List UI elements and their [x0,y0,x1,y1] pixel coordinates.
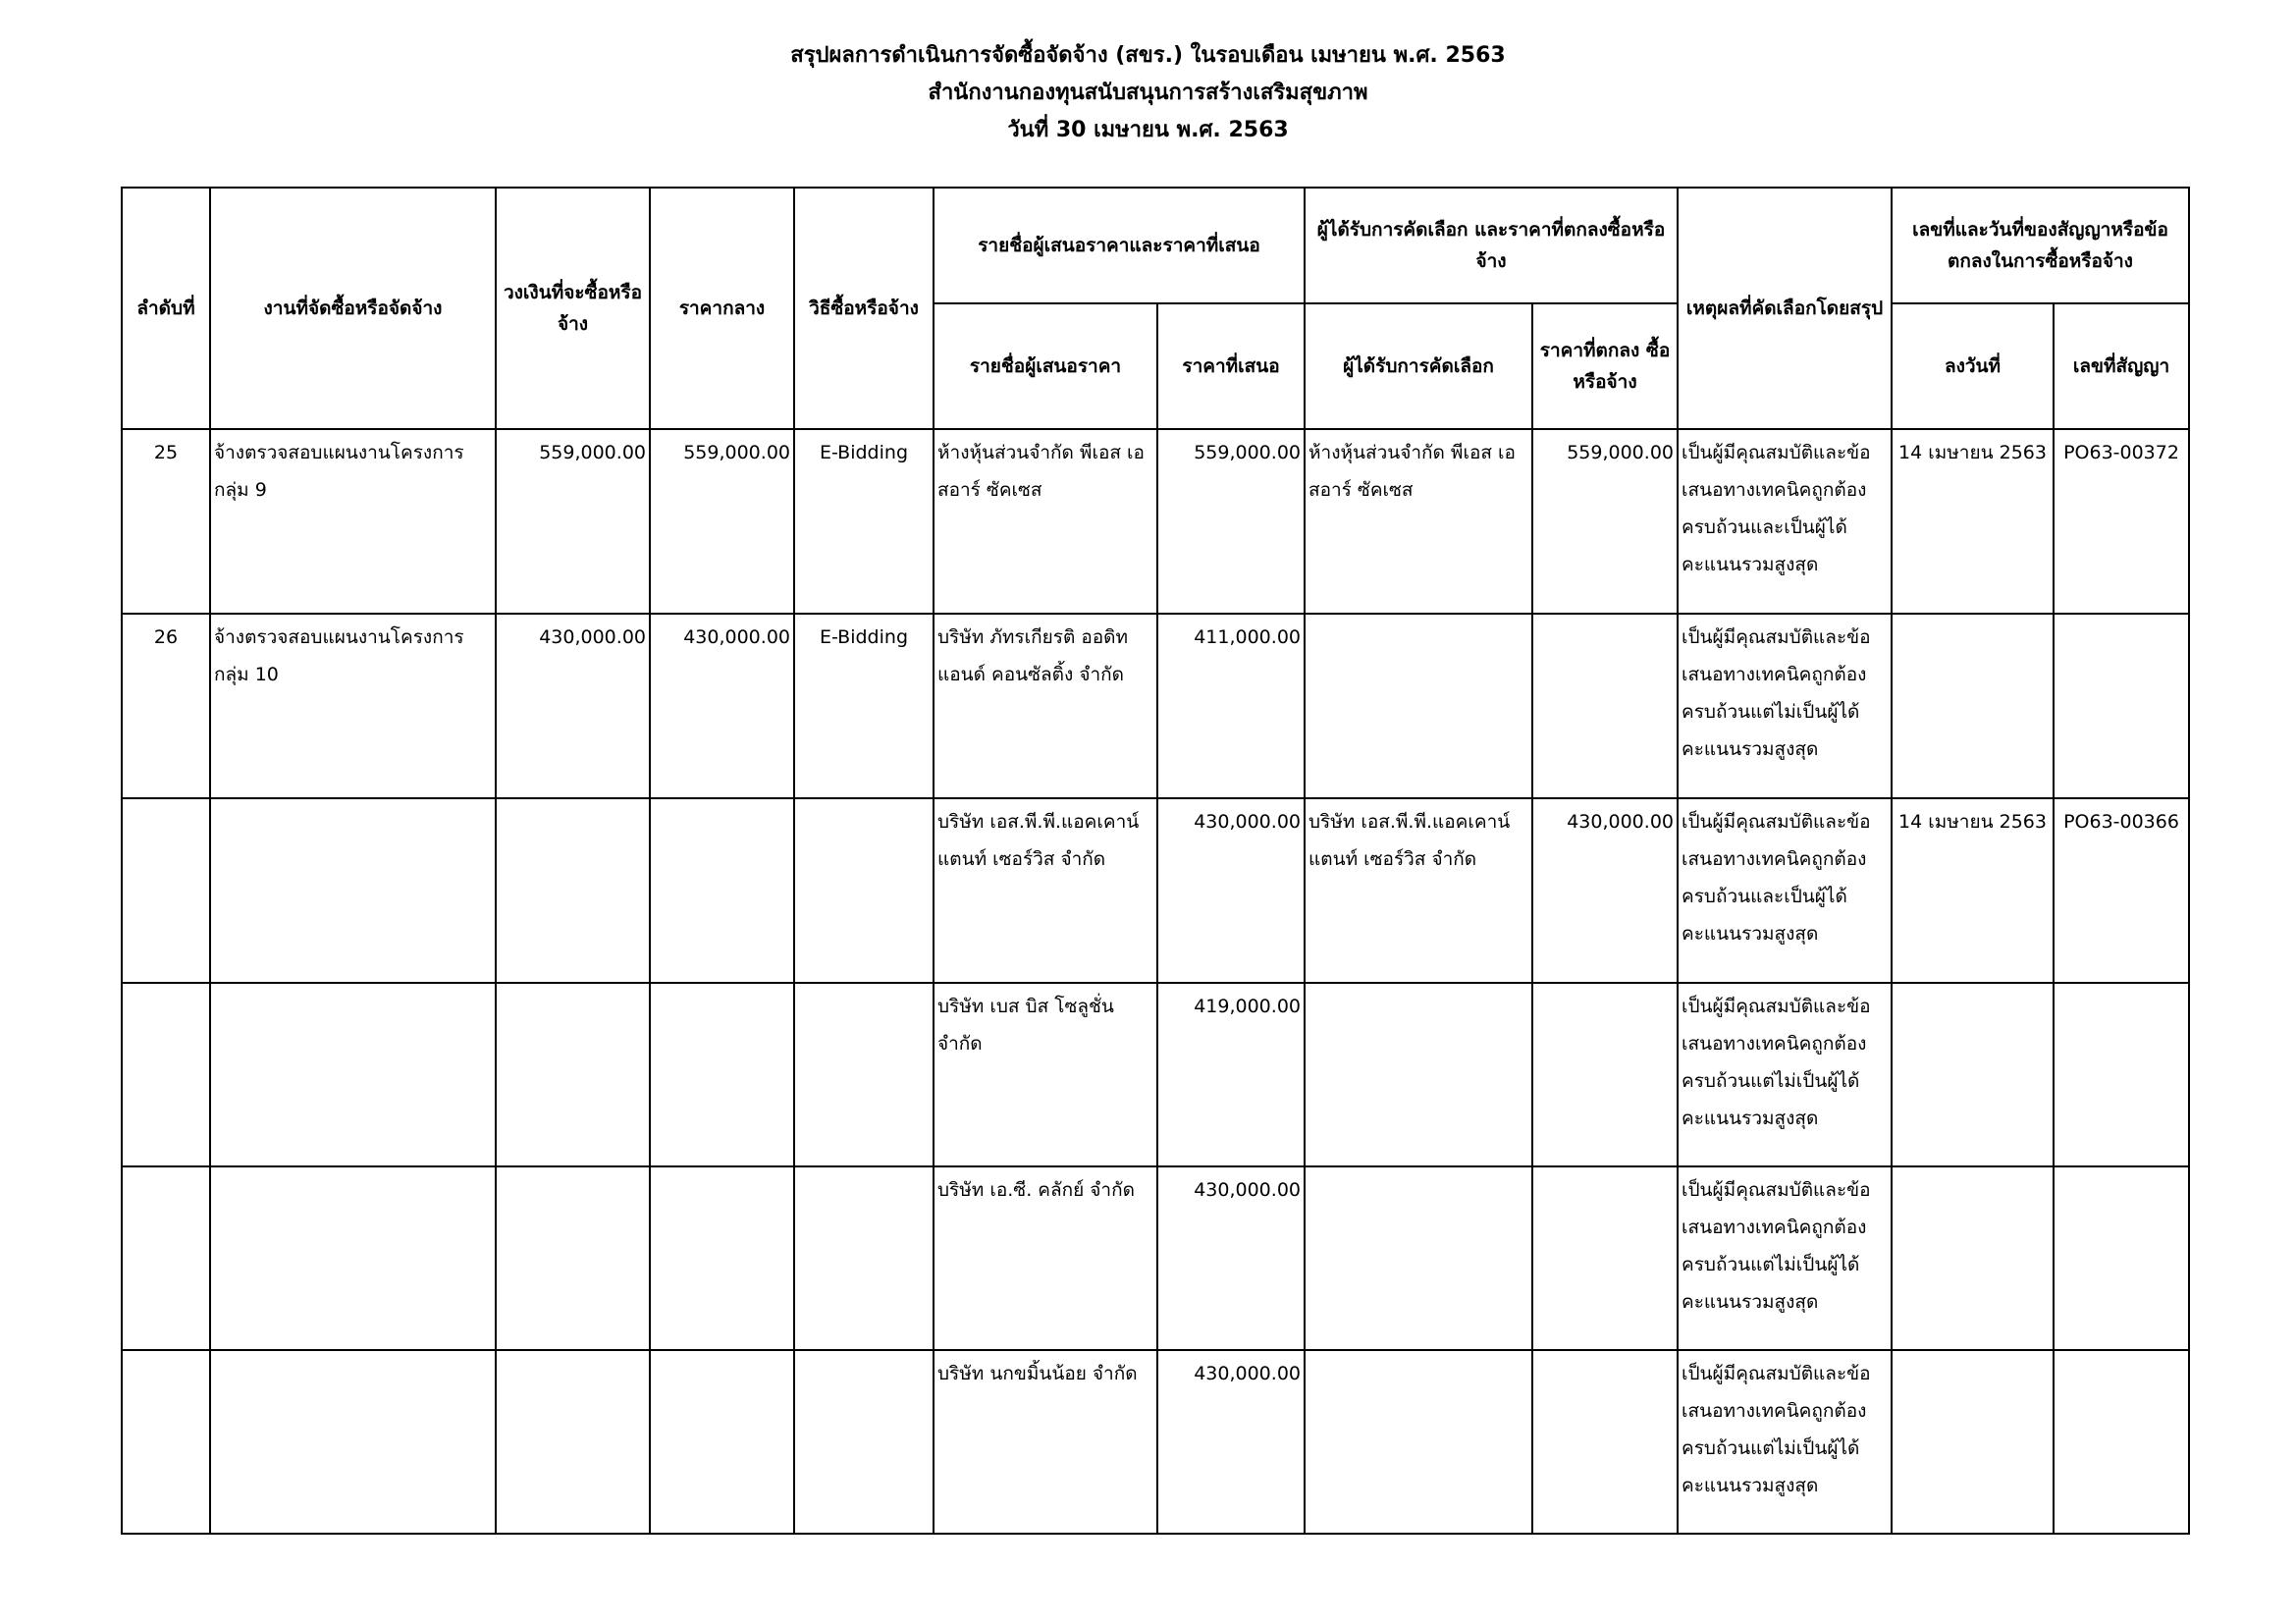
cell-work: จ้างตรวจสอบแผนงานโครงการ กลุ่ม 9 [210,429,496,614]
cell-bidder: บริษัท เบส บิส โซลูชั่น จำกัด [934,983,1157,1166]
cell-bid-price: 559,000.00 [1157,429,1305,614]
header-agreed-price: ราคาที่ตกลง ซื้อหรือจ้าง [1532,303,1678,429]
cell-selected: ห้างหุ้นส่วนจำกัด พีเอส เอสอาร์ ซัคเซส [1305,429,1532,614]
cell-contract-date [1892,614,2054,798]
cell-median-price: 559,000.00 [650,429,794,614]
header-seq: ลำดับที่ [122,188,210,429]
cell-agreed-price: 559,000.00 [1532,429,1678,614]
cell-selected [1305,1350,1532,1534]
document-header [0,41,2296,153]
cell-contract-no [2054,983,2189,1166]
cell-bid-price: 430,000.00 [1157,1350,1305,1534]
cell-method [794,798,934,983]
cell-contract-no [2054,614,2189,798]
cell-bidder: ห้างหุ้นส่วนจำกัด พีเอส เอสอาร์ ซัคเซส [934,429,1157,614]
cell-reason: เป็นผู้มีคุณสมบัติและข้อเสนอทางเทคนิคถูกต้องครบถ้วนแต่ไม่เป็นผู้ได้คะแนนรวมสูงสุด [1678,1350,1892,1534]
cell-median-price [650,1166,794,1350]
cell-agreed-price [1532,983,1678,1166]
table-row [122,429,2189,614]
cell-budget [496,1350,650,1534]
cell-budget [496,983,650,1166]
cell-contract-no [2054,1166,2189,1350]
cell-agreed-price [1532,1350,1678,1534]
cell-seq [122,983,210,1166]
procurement-table [121,187,2190,1535]
cell-contract-date: 14 เมษายน 2563 [1892,429,2054,614]
cell-reason: เป็นผู้มีคุณสมบัติและข้อเสนอทางเทคนิคถูกต้องครบถ้วนและเป็นผู้ได้คะแนนรวมสูงสุด [1678,429,1892,614]
cell-median-price [650,983,794,1166]
cell-seq [122,1166,210,1350]
cell-agreed-price [1532,1166,1678,1350]
header-work: งานที่จัดซื้อหรือจัดจ้าง [210,188,496,429]
cell-method: E-Bidding [794,614,934,798]
cell-bid-price: 430,000.00 [1157,798,1305,983]
cell-budget: 559,000.00 [496,429,650,614]
cell-budget: 430,000.00 [496,614,650,798]
table-row [122,614,2189,798]
cell-seq [122,798,210,983]
table-row [122,1166,2189,1350]
cell-median-price [650,798,794,983]
header-budget: วงเงินที่จะซื้อหรือจ้าง [496,188,650,429]
cell-bid-price: 430,000.00 [1157,1166,1305,1350]
cell-budget [496,1166,650,1350]
cell-agreed-price [1532,614,1678,798]
cell-method [794,983,934,1166]
cell-bidder: บริษัท เอ.ซี. คลักย์ จำกัด [934,1166,1157,1350]
header-bidder-name: รายชื่อผู้เสนอราคา [934,303,1157,429]
table-row [122,983,2189,1166]
cell-median-price [650,1350,794,1534]
header-contract-group: เลขที่และวันที่ของสัญญาหรือข้อตกลงในการซื้อหรือจ้าง [1892,188,2189,303]
cell-method [794,1166,934,1350]
cell-selected [1305,614,1532,798]
cell-work: จ้างตรวจสอบแผนงานโครงการ กลุ่ม 10 [210,614,496,798]
cell-contract-date [1892,983,2054,1166]
cell-seq [122,1350,210,1534]
header-median-price: ราคากลาง [650,188,794,429]
cell-contract-no: PO63-00366 [2054,798,2189,983]
header-reason: เหตุผลที่คัดเลือกโดยสรุป [1678,188,1892,429]
cell-selected [1305,983,1532,1166]
cell-bidder: บริษัท ภัทรเกียรติ ออดิท แอนด์ คอนซัลติ้ง จำกัด [934,614,1157,798]
header-contract-date: ลงวันที่ [1892,303,2054,429]
cell-bidder: บริษัท นกขมิ้นน้อย จำกัด [934,1350,1157,1534]
cell-work [210,1350,496,1534]
cell-method [794,1350,934,1534]
cell-bid-price: 411,000.00 [1157,614,1305,798]
cell-bid-price: 419,000.00 [1157,983,1305,1166]
cell-contract-date: 14 เมษายน 2563 [1892,798,2054,983]
cell-work [210,798,496,983]
cell-bidder: บริษัท เอส.พี.พี.แอคเคาน์แตนท์ เซอร์วิส จำกัด [934,798,1157,983]
cell-budget [496,798,650,983]
cell-selected: บริษัท เอส.พี.พี.แอคเคาน์แตนท์ เซอร์วิส จำกัด [1305,798,1532,983]
document-date: วันที่ 30 เมษายน พ.ศ. 2563 [1007,118,1289,142]
cell-seq: 26 [122,614,210,798]
cell-contract-no: PO63-00372 [2054,429,2189,614]
header-selected-group: ผู้ได้รับการคัดเลือก และราคาที่ตกลงซื้อหรือจ้าง [1305,188,1678,303]
cell-work [210,1166,496,1350]
header-method: วิธีซื้อหรือจ้าง [794,188,934,429]
cell-reason: เป็นผู้มีคุณสมบัติและข้อเสนอทางเทคนิคถูกต้องครบถ้วนแต่ไม่เป็นผู้ได้คะแนนรวมสูงสุด [1678,614,1892,798]
cell-reason: เป็นผู้มีคุณสมบัติและข้อเสนอทางเทคนิคถูกต้องครบถ้วนแต่ไม่เป็นผู้ได้คะแนนรวมสูงสุด [1678,983,1892,1166]
cell-median-price: 430,000.00 [650,614,794,798]
cell-contract-date [1892,1350,2054,1534]
header-bid-price: ราคาที่เสนอ [1157,303,1305,429]
cell-selected [1305,1166,1532,1350]
cell-reason: เป็นผู้มีคุณสมบัติและข้อเสนอทางเทคนิคถูกต้องครบถ้วนแต่ไม่เป็นผู้ได้คะแนนรวมสูงสุด [1678,1166,1892,1350]
header-selected-name: ผู้ได้รับการคัดเลือก [1305,303,1532,429]
cell-method: E-Bidding [794,429,934,614]
cell-agreed-price: 430,000.00 [1532,798,1678,983]
organization-name: สำนักงานกองทุนสนับสนุนการสร้างเสริมสุขภาพ [928,81,1368,105]
header-contract-no: เลขที่สัญญา [2054,303,2189,429]
header-bidders-group: รายชื่อผู้เสนอราคาและราคาที่เสนอ [934,188,1305,303]
table-row [122,1350,2189,1534]
cell-work [210,983,496,1166]
table-row [122,798,2189,983]
document-title: สรุปผลการดำเนินการจัดซื้อจัดจ้าง (สขร.) ในรอบเดือน เมษายน พ.ศ. 2563 [790,43,1506,68]
cell-reason: เป็นผู้มีคุณสมบัติและข้อเสนอทางเทคนิคถูกต้องครบถ้วนและเป็นผู้ได้คะแนนรวมสูงสุด [1678,798,1892,983]
cell-contract-no [2054,1350,2189,1534]
cell-contract-date [1892,1166,2054,1350]
cell-seq: 25 [122,429,210,614]
